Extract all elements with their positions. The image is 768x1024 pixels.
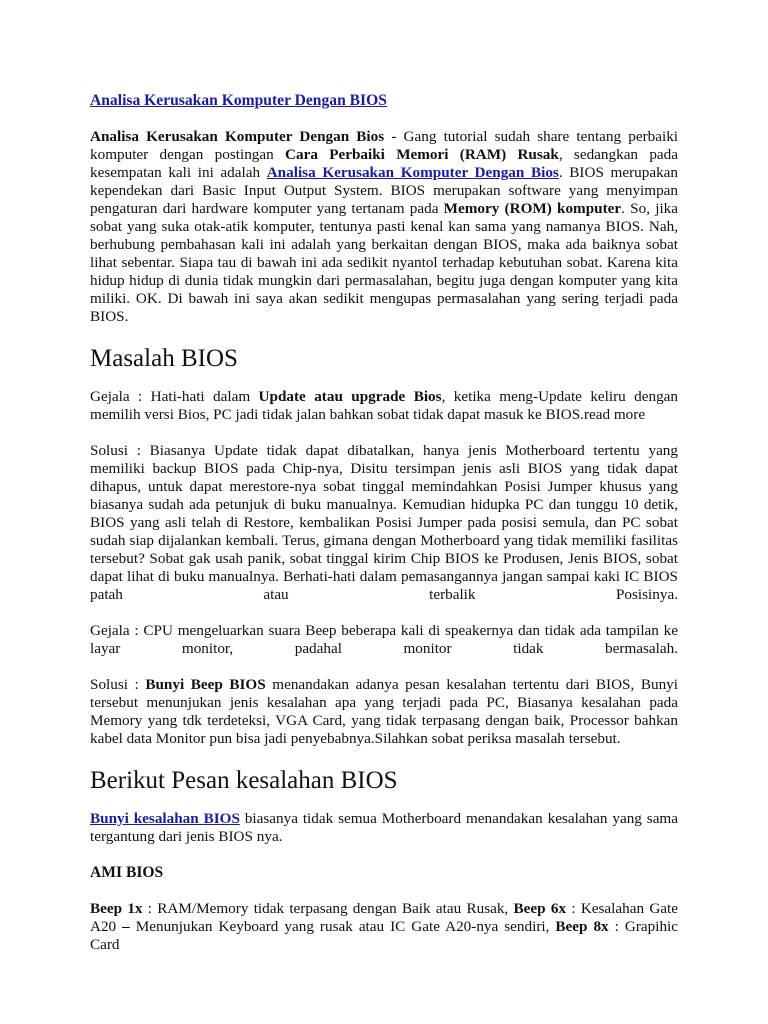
heading-pesan-kesalahan: Berikut Pesan kesalahan BIOS (90, 767, 398, 794)
solusi-2-text-2: menandakan adanya pesan kesalahan tertentu dari BIOS, Bunyi tersebut menunjukan jenis kesalahan apa yang terjadi pada PC, Biasanya kesalahan pada Memory yang tdk terdeteksi, VGA Card, yang tidak terpasang dengan baik, Processor bahkan kabel data Monitor pun bisa jadi penyebabnya.Silahkan sobat periksa masalah tersebut. (90, 676, 678, 747)
solusi-2-text-1: Solusi : (90, 676, 146, 693)
gejala-1-text-1: Gejala : Hati-hati dalam (90, 388, 259, 405)
heading-masalah-bios: Masalah BIOS (90, 345, 238, 372)
intro-text-3: . BIOS merupakan kependekan dari Basic Input Output System. BIOS merupakan software yang menyimpan pengaturan dari hardware komputer yang tertanam pada (90, 164, 679, 217)
heading-ami-bios: AMI BIOS (90, 864, 164, 881)
beep-8x-text: : Grapihic Card (90, 918, 679, 953)
beep-dash: – (122, 918, 130, 935)
intro-text-1: - Gang tutorial sudah share tentang perbaiki komputer dengan postingan (90, 128, 679, 163)
intro-bold-ram: Cara Perbaiki Memori (RAM) Rusak (285, 146, 559, 163)
solusi-2-bold: Bunyi Beep BIOS (145, 676, 266, 693)
gejala-1-paragraph (90, 388, 678, 424)
document-page (90, 92, 678, 972)
intro-article-link[interactable]: Analisa Kerusakan Komputer Dengan Bios (266, 164, 559, 181)
intro-paragraph (90, 128, 678, 326)
beep-6x-label: Beep 6x (513, 900, 567, 917)
solusi-2-paragraph (90, 676, 678, 748)
intro-text-4: . So, jika sobat yang suka otak-atik komputer, tentunya pasti kenal kan sama yang namanya BIOS. Nah, berhubung pembahasan kali ini adalah yang berkaitan dengan BIOS, maka ada baiknya sobat lihat sebentar. Siapa tau di bawah ini ada sedikit nyantol terhadap kebutuhan sobat. Karena kita hidup hidup di dunia tidak mungkin dari permasalahan, begitu juga dengan komputer yang kita miliki. OK. Di bawah ini saya akan sedikit mengupas permasalahan yang sering terjadi pada BIOS. (90, 200, 678, 325)
gejala-2-paragraph: Gejala : CPU mengeluarkan suara Beep beberapa kali di speakernya dan tidak ada tampilan ke layar monitor, padahal monitor tidak bermasalah. (90, 622, 678, 657)
bunyi-kesalahan-link[interactable]: Bunyi kesalahan BIOS (90, 810, 240, 827)
bunyi-text: biasanya tidak semua Motherboard menandakan kesalahan yang sama tergantung dari jenis BIOS nya. (90, 810, 678, 845)
beep-6x-text-2: Menunjukan Keyboard yang rusak atau IC Gate A20-nya sendiri, (129, 918, 556, 935)
gejala-1-bold: Update atau upgrade Bios (258, 388, 442, 405)
beep-6x-text: : Kesalahan Gate A20 (90, 900, 679, 935)
intro-bold-title: Analisa Kerusakan Komputer Dengan Bios (90, 128, 385, 145)
intro-bold-rom: Memory (ROM) komputer (443, 200, 622, 217)
beep-1x-label: Beep 1x (90, 900, 143, 917)
bunyi-paragraph (90, 810, 678, 846)
beep-8x-label: Beep 8x (555, 918, 609, 935)
intro-text-2: , sedangkan pada kesempatan kali ini adalah (90, 146, 678, 181)
solusi-1-paragraph: Solusi : Biasanya Update tidak dapat dibatalkan, hanya jenis Motherboard tertentu yang memiliki backup BIOS pada Chip-nya, Disitu tersimpan jenis asli BIOS yang tidak dapat dihapus, untuk dapat merestore-nya sobat tinggal memindahkan Posisi Jumper khusus yang biasanya sudah ada petunjuk di buku manualnya. Kemudian hidupka PC dan tunggu 10 detik, BIOS yang asli telah di Restore, kembalikan Posisi Jumper pada posisi semula, dan PC sobat sudah siap dijalankan kembali. Terus, gimana dengan Motherboard yang tidak memiliki fasilitas tersebut? Sobat gak usah panik, sobat tinggal kirim Chip BIOS ke Produsen, Jenis BIOS, sobat dapat lihat di buku manualnya. Berhati-hati dalam pemasangannya jangan sampai kaki IC BIOS patah atau terbalik Posisinya. (90, 442, 678, 603)
beep-1x-text: : RAM/Memory tidak terpasang dengan Baik atau Rusak, (142, 900, 514, 917)
beep-paragraph (90, 900, 678, 954)
gejala-1-text-2: , ketika meng-Update keliru dengan memilih versi Bios, PC jadi tidak jalan bahkan sobat tidak dapat masuk ke BIOS.read more (90, 388, 679, 423)
title-link[interactable]: Analisa Kerusakan Komputer Dengan BIOS (90, 92, 387, 109)
